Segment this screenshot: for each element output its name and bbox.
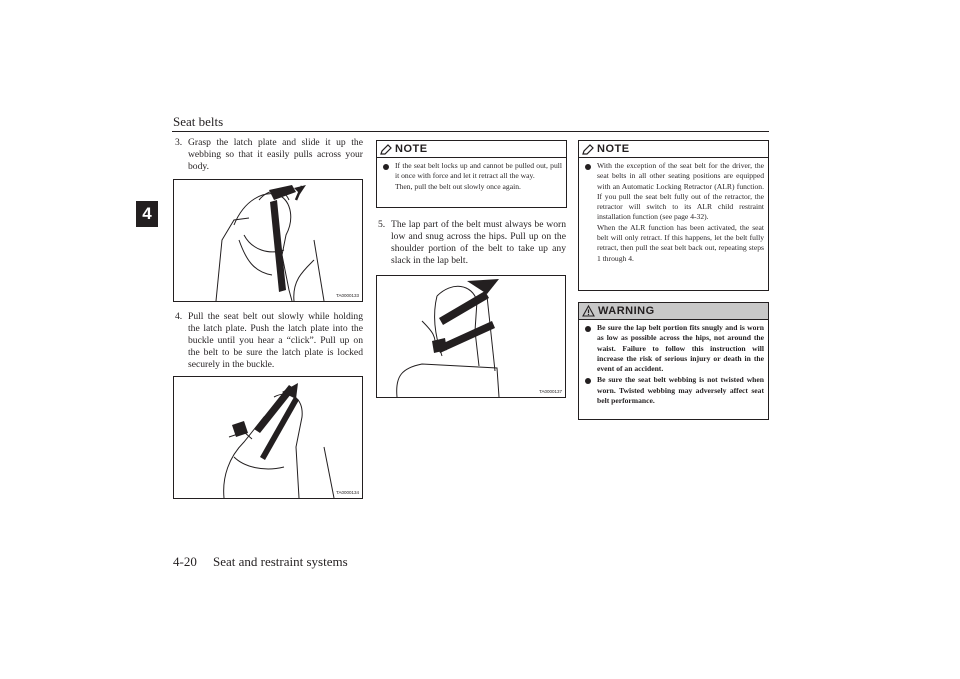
figure-code: TA0000134: [336, 490, 359, 495]
bullet-icon: [585, 164, 591, 170]
bullet-icon: [585, 326, 591, 332]
step-number: 5.: [378, 219, 386, 230]
note-pencil-icon: [582, 144, 594, 155]
note-pencil-icon: [380, 144, 392, 155]
step-5: [378, 219, 566, 267]
warning-item: Be sure the lap belt portion fits snugly and is worn as low as possible across the hips, not around the waist. Failure to follow this instruction will increase the risk of serious injury or death in the event of an accident.: [579, 323, 768, 374]
step-text: Pull the seat belt out slowly while holding the latch plate. Push the latch plate into the buckle until you hear a “click”. Pull up on the belt to be sure the latch plate is locked securely in the buckle.: [188, 311, 363, 370]
figure-lap-belt: [376, 275, 566, 398]
figure-buckle: [173, 376, 363, 499]
figure-latch-plate: [173, 179, 363, 302]
page-header-title: Seat belts: [173, 114, 224, 129]
section-title: Seat and restraint systems: [213, 554, 348, 569]
bullet-icon: [585, 378, 591, 384]
note-box-2: [578, 140, 769, 291]
note-label: NOTE: [597, 143, 630, 155]
step-3: [175, 137, 363, 173]
step-number: 3.: [175, 137, 183, 148]
note-label: NOTE: [395, 143, 428, 155]
page-number: 4-20: [173, 554, 197, 569]
step-4: [175, 311, 363, 371]
seat-belt-illustration-icon: [174, 377, 362, 498]
warning-header: [579, 303, 768, 320]
step-text: The lap part of the belt must always be worn low and snug across the hips. Pull up on the shoulder portion of the belt to take up any slack in the lap belt.: [391, 219, 566, 266]
figure-code: TA0000137: [539, 389, 562, 394]
seat-belt-illustration-icon: [174, 180, 362, 301]
seat-belt-illustration-icon: [377, 276, 565, 397]
header-rule: [172, 131, 769, 132]
chapter-tab: 4: [136, 201, 158, 227]
figure-code: TA0000133: [336, 293, 359, 298]
note-box-1: [376, 140, 567, 208]
step-text: Grasp the latch plate and slide it up the webbing so that it easily pulls across your body.: [188, 137, 363, 172]
note-item: If the seat belt locks up and cannot be pulled out, pull it once with force and let it retract all the way. Then, pull the belt out slowly once again.: [377, 161, 566, 192]
warning-box: [578, 302, 769, 420]
note-header: [377, 141, 566, 158]
step-number: 4.: [175, 311, 183, 322]
bullet-icon: [383, 164, 389, 170]
note-header: [579, 141, 768, 158]
warning-item: Be sure the seat belt webbing is not twisted when worn. Twisted webbing may adversely affect seat belt performance.: [579, 375, 768, 406]
warning-triangle-icon: [582, 305, 595, 317]
note-item: With the exception of the seat belt for the driver, the seat belts in all other seating positions are equipped with an Automatic Locking Retractor (ALR) function. If you pull the seat belt fully out of the retractor, the retractor will switch to its ALR child restraint installation function (see page 4-32). When the ALR function has been activated, the seat belt will only retract. If this happens, let the belt fully retract, then pull the seat belt back out, repeating steps 1 through 4.: [579, 161, 768, 264]
warning-label: WARNING: [598, 305, 655, 317]
